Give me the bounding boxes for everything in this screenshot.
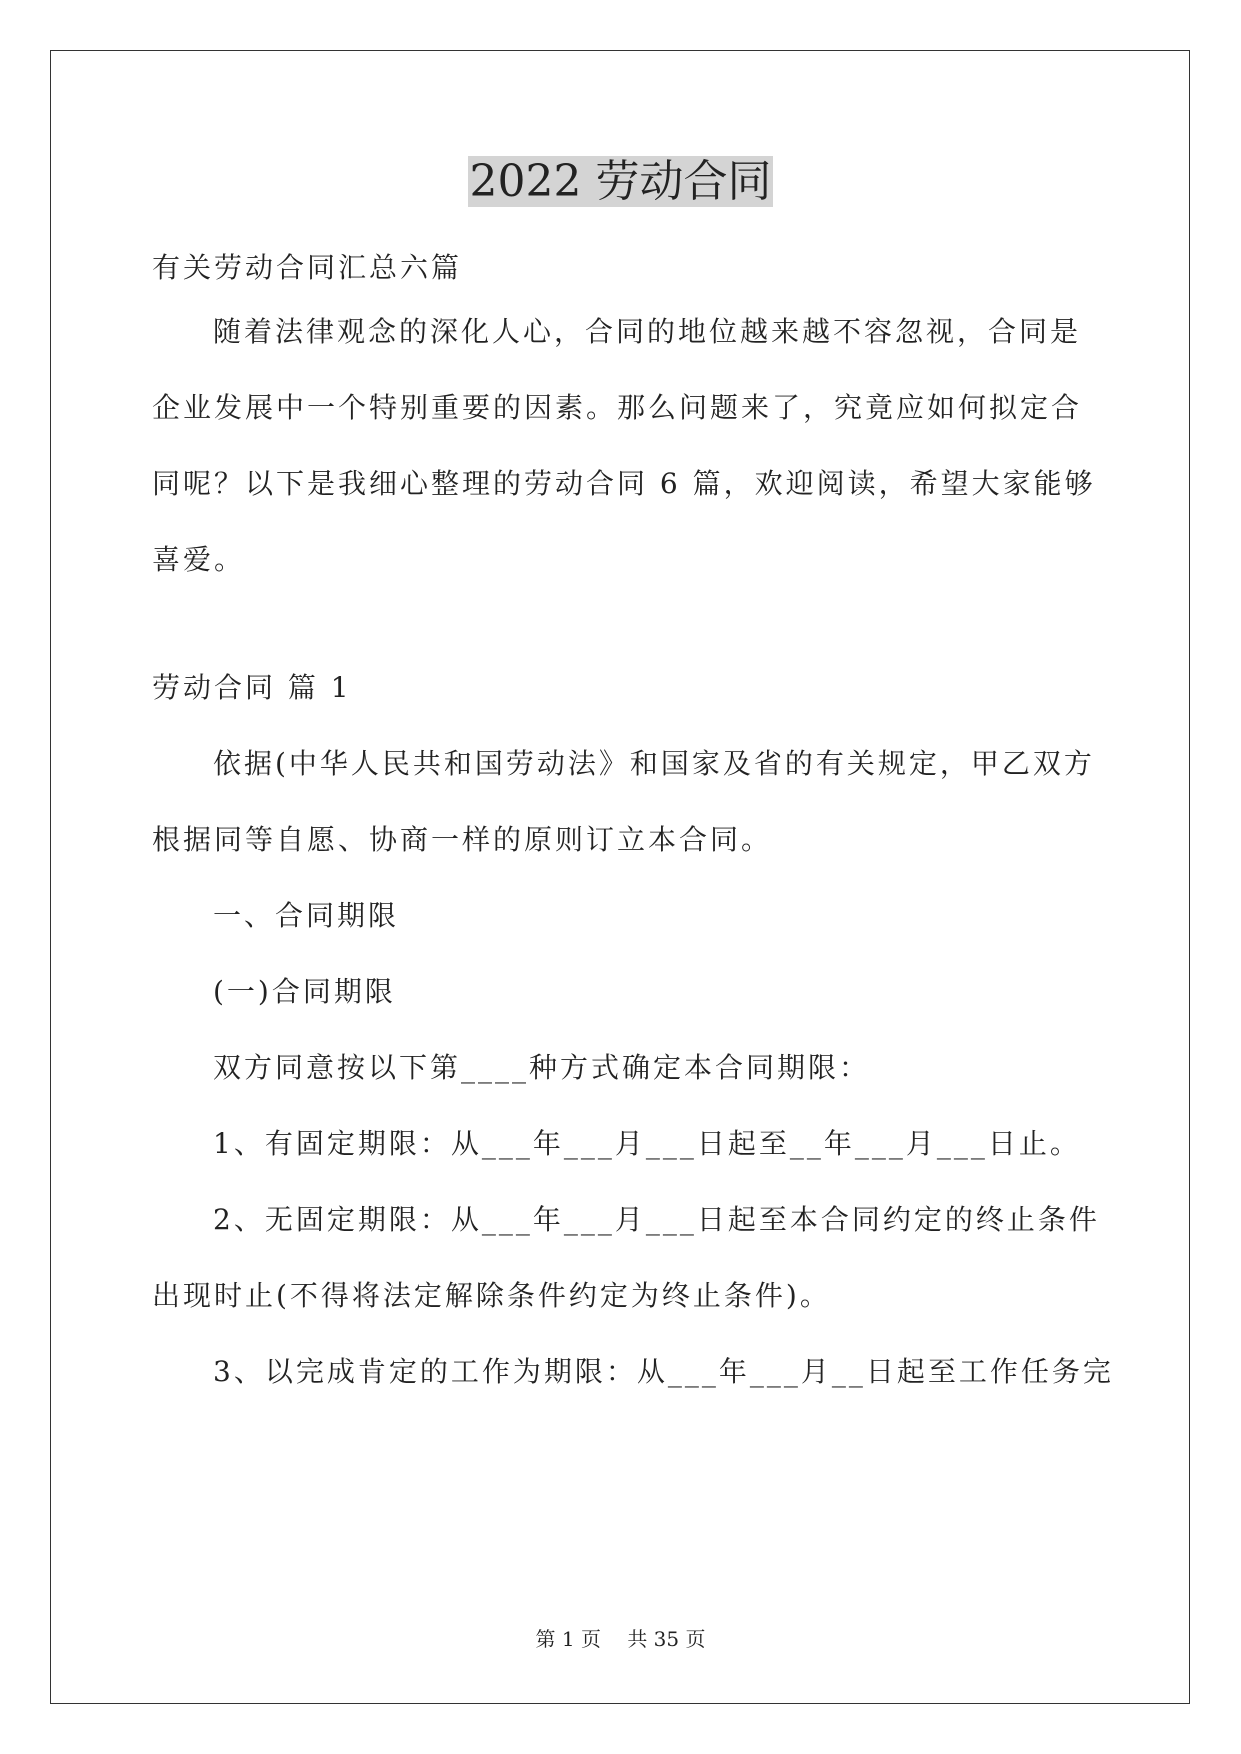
- paragraph-line: 依据(中华人民共和国劳动法》和国家及省的有关规定，甲乙双方: [213, 747, 1095, 780]
- paragraph-line: 2、无固定期限：从___年___月___日起至本合同约定的终止条件: [213, 1203, 1100, 1236]
- document-title-text: 2022 劳动合同: [469, 156, 772, 207]
- page-total: 共 35 页: [627, 1627, 706, 1651]
- page-border: [50, 50, 1190, 1704]
- paragraph-line: 出现时止(不得将法定解除条件约定为终止条件)。: [152, 1279, 831, 1312]
- paragraph-line: 同呢？以下是我细心整理的劳动合同 6 篇，欢迎阅读，希望大家能够: [152, 467, 1096, 500]
- section-heading: 劳动合同 篇 1: [152, 671, 352, 704]
- page-footer: [0, 1625, 1241, 1653]
- paragraph-line: 喜爱。: [152, 543, 246, 576]
- paragraph-line: 企业发展中一个特别重要的因素。那么问题来了，究竟应如何拟定合: [152, 391, 1083, 424]
- paragraph-line: 3、以完成肯定的工作为期限：从___年___月__日起至工作任务完: [213, 1355, 1114, 1388]
- paragraph-line: (一)合同期限: [213, 975, 396, 1008]
- paragraph-line: 一、合同期限: [213, 899, 400, 932]
- paragraph-line: 1、有固定期限：从___年___月___日起至__年___月___日止。: [213, 1127, 1081, 1160]
- paragraph-line: 根据同等自愿、协商一样的原则订立本合同。: [152, 823, 773, 856]
- document-title: [0, 152, 1241, 212]
- page-number: 第 1 页: [535, 1627, 601, 1651]
- subtitle-line: 有关劳动合同汇总六篇: [152, 251, 463, 284]
- paragraph-line: 随着法律观念的深化人心，合同的地位越来越不容忽视，合同是: [213, 315, 1082, 348]
- paragraph-line: 双方同意按以下第____种方式确定本合同期限：: [213, 1051, 871, 1084]
